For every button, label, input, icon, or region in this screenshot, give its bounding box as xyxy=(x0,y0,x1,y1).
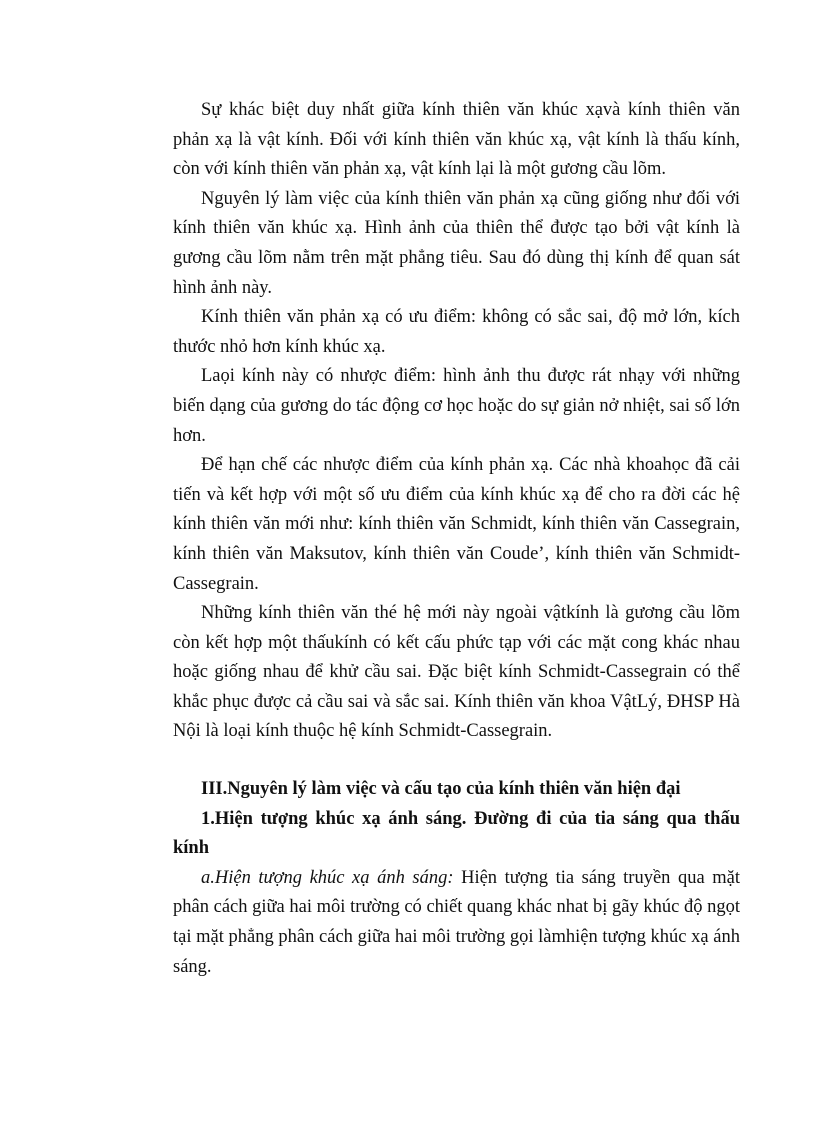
paragraph-disadvantages: Laọi kính này có nhược điểm: hình ảnh thu được rát nhạy với những biến dạng của gương do tác động cơ học hoặc do sự giản nở nhiệt, sai số lớn hơn. xyxy=(173,366,740,446)
paragraph-reflector-difference: Sự khác biệt duy nhất giữa kính thiên văn khúc xạvà kính thiên văn phản xạ là vật kính. Đối với kính thiên văn khúc xạ, vật kính là thấu kính, còn với kính thiên văn phản xạ, vật kính lại là một gương cầu lõm. xyxy=(173,100,740,180)
paragraph-improvements: Để hạn chế các nhược điểm của kính phản xạ. Các nhà khoahọc đã cải tiến và kết hợp với một số ưu điểm của kính khúc xạ để cho ra đời các hệ kính thiên văn mới như: kính thiên văn Schmidt, kính thiên văn Cassegrain, kính thiên văn Maksutov, kính thiên văn Coude’, kính thiên văn Schmidt-Cassegrain. xyxy=(173,455,740,594)
paragraph-working-principle: Nguyên lý làm việc của kính thiên văn phản xạ cũng giống như đối với kính thiên văn khúc xạ. Hình ảnh của thiên thể được tạo bởi vật kính là gương cầu lõm nằm trên mặt phẳng tiêu. Sau đó dùng thị kính để quan sát hình ảnh này. xyxy=(173,188,740,298)
section-spacer xyxy=(173,747,740,775)
paragraph-advantages: Kính thiên văn phản xạ có ưu điểm: không có sắc sai, độ mở lớn, kích thước nhỏ hơn kính khúc xạ. xyxy=(173,307,740,357)
subsection-heading: 1.Hiện tượng khúc xạ ánh sáng. Đường đi của tia sáng qua thấu kính xyxy=(173,808,740,859)
document-page xyxy=(173,96,740,982)
definition-text: Hiện tượng tia sáng truyền qua mặt phân cách giữa hai môi trường có chiết quang khác nhat bị gãy khúc độ ngọt tại mặt phẳng phân cách giữa hai môi trường gọi làmhiện tượng khúc xạ ánh sáng. xyxy=(173,867,740,977)
section-heading: III.Nguyên lý làm việc và cấu tạo của kính thiên văn hiện đại xyxy=(201,779,681,800)
definition-term: a.Hiện tượng khúc xạ ánh sáng: xyxy=(201,867,454,888)
paragraph-new-generation: Những kính thiên văn thé hệ mới này ngoài vậtkính là gương cầu lõm còn kết hợp một thấukính có kết cấu phức tạp với các mặt cong khác nhau hoặc giống nhau để khử cầu sai. Đặc biệt kính Schmidt-Cassegrain có thể khắc phục được cả cầu sai và sắc sai. Kính thiên văn khoa VậtLý, ĐHSP Hà Nội là loại kính thuộc hệ kính Schmidt-Cassegrain. xyxy=(173,603,740,742)
definition-paragraph xyxy=(173,864,740,982)
